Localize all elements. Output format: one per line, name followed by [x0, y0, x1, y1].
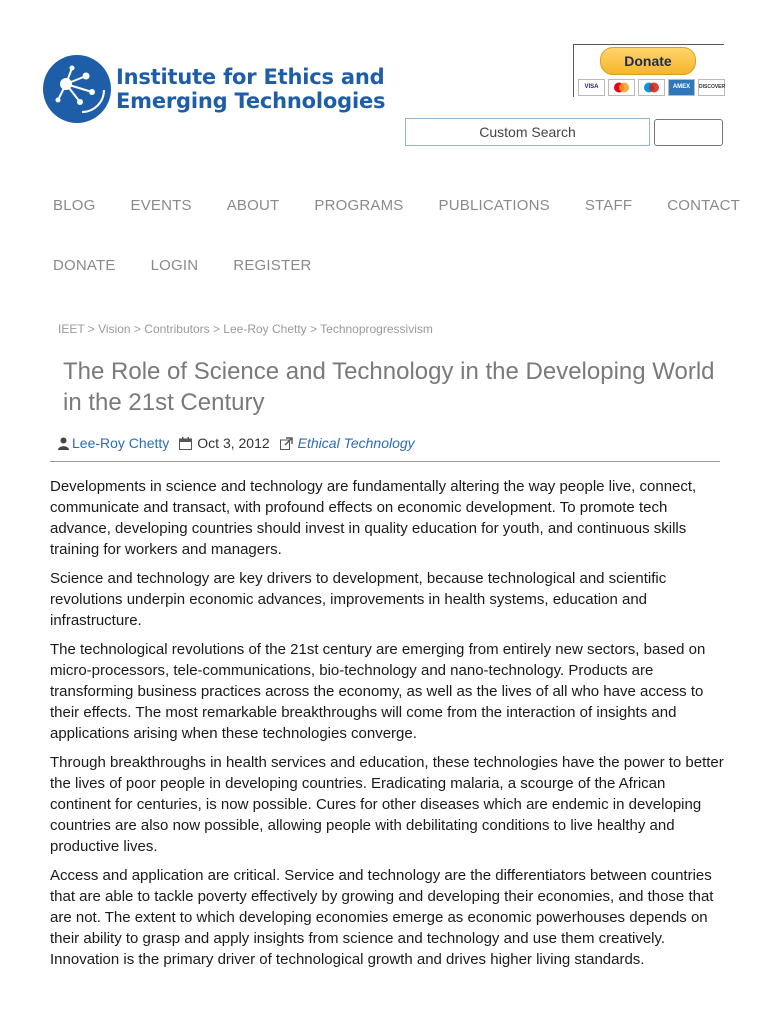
nav-about[interactable]: ABOUT	[226, 197, 280, 214]
author-link[interactable]: Lee-Roy Chetty	[72, 435, 170, 451]
nav-donate[interactable]: DONATE	[53, 257, 116, 274]
mastercard-icon	[608, 79, 635, 96]
nav-programs[interactable]: PROGRAMS	[314, 197, 404, 214]
payment-cards	[578, 79, 725, 96]
article-paragraph: Developments in science and technology are fundamentally altering the way people live, connect, communicate and transact, with profound effects on economic development. To promote tech advance, developing countries should invest in quality education for youth, and continuous skills training for workers and managers.	[50, 478, 697, 558]
search-input[interactable]: Custom Search	[405, 118, 650, 146]
nav-blog[interactable]: BLOG	[53, 197, 96, 214]
external-link-icon	[280, 435, 293, 451]
nav-contact[interactable]: CONTACT	[667, 197, 741, 214]
divider	[50, 461, 720, 462]
nav-login[interactable]: LOGIN	[150, 257, 199, 274]
nav-publications[interactable]: PUBLICATIONS	[438, 197, 550, 214]
nav-register[interactable]: REGISTER	[233, 257, 312, 274]
site-logo[interactable]	[42, 54, 385, 124]
category-link[interactable]: Ethical Technology	[297, 435, 415, 451]
amex-card-icon: AMEX	[668, 79, 695, 96]
site-name	[116, 65, 385, 113]
site-name-line1: Institute for Ethics and	[116, 65, 385, 89]
article-body	[50, 476, 726, 978]
visa-card-icon: VISA	[578, 79, 605, 96]
article-paragraph: Through breakthroughs in health services and education, these technologies have the power to better the lives of poor people in developing countries. Eradicating malaria, a scourge of the African continent for centuries, is now possible. Cures for other diseases which are endemic in developing countries are also now possible, allowing people with debilitating conditions to live healthy and productive lives.	[50, 754, 724, 855]
user-icon	[58, 437, 69, 450]
page-title: The Role of Science and Technology in the Developing World in the 21st Century	[63, 358, 715, 416]
secondary-nav	[53, 257, 347, 274]
main-nav	[53, 197, 768, 214]
calendar-icon	[179, 435, 192, 451]
article-date: Oct 3, 2012	[197, 435, 270, 451]
nav-events[interactable]: EVENTS	[130, 197, 192, 214]
maestro-card-icon	[638, 79, 665, 96]
paypal-donate-button[interactable]: Donate	[600, 47, 696, 75]
article-paragraph: The technological revolutions of the 21st century are emerging from entirely new sectors, based on micro-processors, tele-communications, bio-technology and nano-technology. Products are transforming business practices across the economy, as well as the lives of all who have access to their effects. The most remarkable breakthroughs will come from the interaction of insights and applications arising when these technologies converge.	[50, 641, 706, 742]
article-paragraph: Access and application are critical. Service and technology are the differentiators between countries that are able to tackle poverty effectively by growing and developing their economies, and those that are not. The extent to which developing economies emerge as economic powerhouses depends on their ability to grasp and apply insights from science and technology and use them creatively. Innovation is the primary driver of technological growth and drives higher living standards.	[50, 867, 714, 968]
site-name-line2: Emerging Technologies	[116, 89, 386, 113]
article-meta	[58, 435, 415, 451]
discover-card-icon: DISCOVER	[698, 79, 725, 96]
donate-widget	[573, 44, 724, 97]
breadcrumb[interactable]: IEET > Vision > Contributors > Lee-Roy Chetty > Technoprogressivism	[58, 322, 433, 336]
ieet-logo-icon	[42, 54, 112, 124]
search-button[interactable]	[654, 119, 723, 146]
nav-staff[interactable]: STAFF	[584, 197, 633, 214]
article-paragraph: Science and technology are key drivers to development, because technological and scientific revolutions underpin economic advances, improvements in health systems, education and infrastructure.	[50, 570, 667, 629]
